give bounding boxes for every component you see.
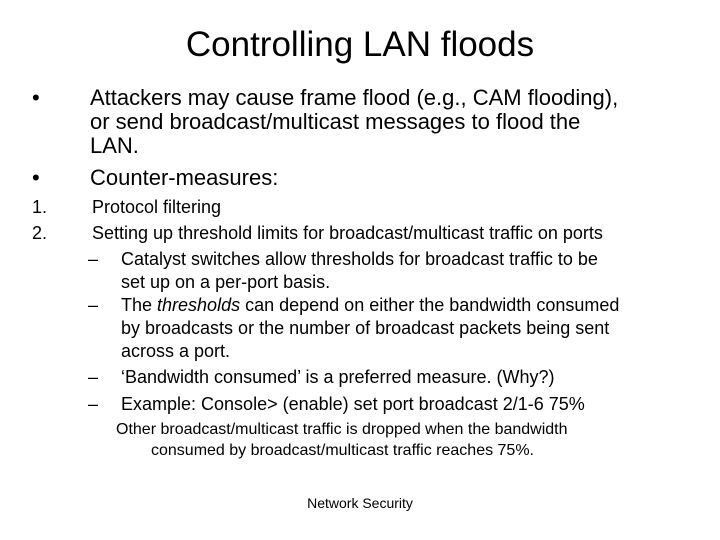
dash-marker: –	[88, 394, 99, 414]
dash-marker: –	[88, 295, 99, 315]
bullet-text-line: LAN.	[90, 133, 139, 158]
sub-item-line: ‘Bandwidth consumed’ is a preferred measure. (Why?)	[121, 367, 555, 387]
sub-item-prefix: The	[121, 295, 158, 315]
sub-item-suffix: can depend on either the bandwidth consumed	[240, 295, 620, 315]
sub-item-line: by broadcasts or the number of broadcast packets being sent	[121, 318, 610, 338]
sub-item-line: Example: Console> (enable) set port broadcast 2/1-6 75%	[121, 394, 585, 414]
bullet-marker: •	[32, 165, 40, 190]
sub-item-line: set up on a per-port basis.	[121, 272, 331, 292]
numbered-item-text: Setting up threshold limits for broadcast/multicast traffic on ports	[92, 223, 603, 243]
bullet-text-line: or send broadcast/multicast messages to flood the	[90, 109, 581, 134]
dash-marker: –	[88, 249, 99, 269]
footer-text: Network Security	[307, 495, 413, 511]
dash-marker: –	[88, 367, 99, 387]
sub-item-line: Catalyst switches allow thresholds for broadcast traffic to be	[121, 249, 598, 269]
note-line: Other broadcast/multicast traffic is dropped when the bandwidth	[116, 421, 568, 438]
sub-item-line	[121, 294, 619, 317]
note-line: consumed by broadcast/multicast traffic reaches 75%.	[151, 442, 534, 459]
emphasis-thresholds: thresholds	[157, 295, 241, 315]
numbered-item-text: Protocol filtering	[92, 197, 222, 217]
bullet-text-line: Attackers may cause frame flood (e.g., CAM flooding),	[90, 85, 619, 110]
sub-item-line: across a port.	[121, 341, 231, 361]
numbered-marker: 1.	[32, 197, 48, 217]
bullet-marker: •	[32, 85, 40, 110]
bullet-text-line: Counter-measures:	[90, 165, 279, 190]
numbered-marker: 2.	[32, 223, 48, 243]
slide-title: Controlling LAN floods	[185, 25, 535, 64]
